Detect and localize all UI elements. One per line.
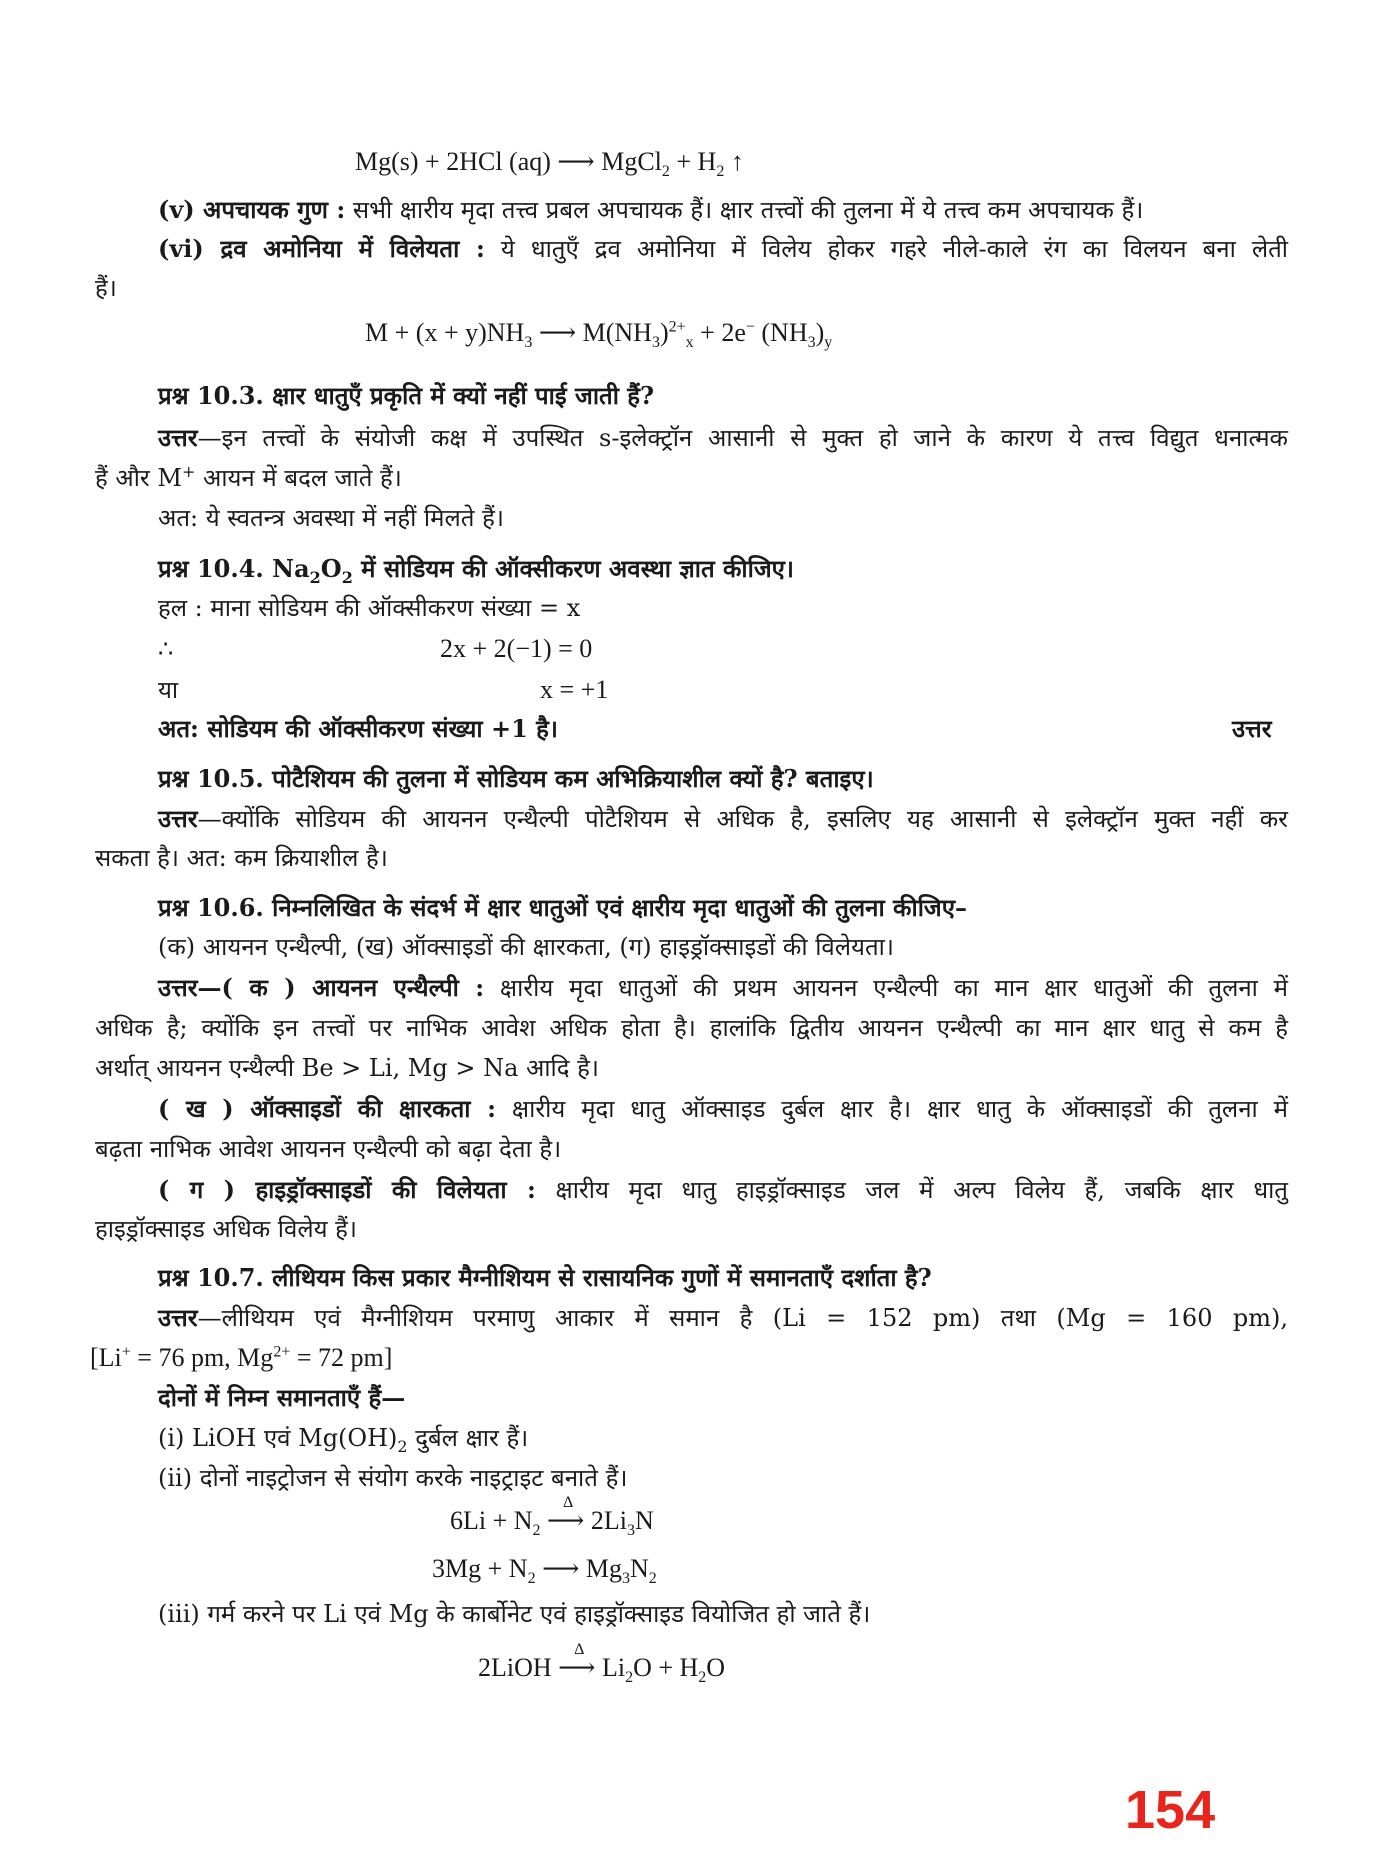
answer-10-7-line-1: उत्तर—लीथियम एवं मैग्नीशियम परमाणु आकार में समान है (Li = 152 pm) तथा (Mg = 160 pm), bbox=[158, 1303, 1288, 1332]
answer-10-6-a-line-1: उत्तर—( क ) आयनन एन्थैल्पी : क्षारीय मृदा धातुओं की प्रथम आयनन एन्थैल्पी का मान क्षार धातुओं की तुलना में bbox=[158, 973, 1288, 1002]
question-10-5: प्रश्न 10.5. पोटैशियम की तुलना में सोडियम कम अभिक्रियाशील क्यों है? बताइए। bbox=[158, 764, 874, 793]
similarity-i: (i) LiOH एवं $Mg(OH)_2$ दुर्बल क्षार हैं। bbox=[158, 1424, 529, 1456]
equation-oxidation-b: x = +1 bbox=[540, 675, 609, 704]
property-v: (v) अपचायक गुण : सभी क्षारीय मृदा तत्त्व प्रबल अपचायक हैं। क्षार तत्त्वों की तुलना में ये तत्त्व कम अपचायक हैं। bbox=[158, 195, 1144, 224]
similarities-heading: दोनों में निम्न समानताएँ हैं— bbox=[158, 1383, 406, 1412]
answer-10-6-b-line-1: ( ख ) ऑक्साइडों की क्षारकता : क्षारीय मृदा धातु ऑक्साइड दुर्बल क्षार है। क्षार धातु के ऑक्साइडों की तुलना में bbox=[158, 1094, 1288, 1123]
answer-10-3-line-3: अत: ये स्वतन्त्र अवस्था में नहीं मिलते हैं। bbox=[158, 504, 504, 532]
question-10-6: प्रश्न 10.6. निम्नलिखित के संदर्भ में क्षार धातुओं एवं क्षारीय मृदा धातुओं की तुलना कीजिए– bbox=[158, 893, 967, 922]
question-10-3: प्रश्न 10.3. क्षार धातुएँ प्रकृति में क्यों नहीं पाई जाती हैं? bbox=[158, 381, 655, 410]
answer-10-3-line-2: हैं और M+ आयन में बदल जाते हैं। bbox=[95, 462, 402, 492]
conclusion-10-4: अत: सोडियम की ऑक्सीकरण संख्या +1 है। bbox=[158, 714, 558, 743]
similarity-ii: (ii) दोनों नाइट्रोजन से संयोग करके नाइट्राइट बनाते हैं। bbox=[158, 1464, 628, 1492]
equation-ammonia: $M + (x + y)NH_3$ ⟶ $M(NH_3)^{2+}_x + 2e^-$ $(NH_3)_y$ bbox=[365, 318, 833, 352]
heat-delta-1: Δ bbox=[563, 1494, 574, 1511]
heat-delta-2: Δ bbox=[574, 1641, 585, 1658]
answer-10-5-line-2: सकता है। अत: कम क्रियाशील है। bbox=[95, 844, 388, 872]
question-10-7: प्रश्न 10.7. लीथियम किस प्रकार मैग्नीशियम से रासायनिक गुणों में समानताएँ दर्शाता है? bbox=[158, 1263, 932, 1292]
answer-10-6-a-line-2: अधिक है; क्योंकि इन तत्त्वों पर नाभिक आवेश अधिक होता है। हालांकि द्वितीय आयनन एन्थैल्पी का मान क्षार धातु से कम है bbox=[95, 1014, 1288, 1042]
answer-tag: उत्तर bbox=[1232, 714, 1272, 743]
answer-10-6-a-line-3: अर्थात् आयनन एन्थैल्पी Be > Li, Mg > Na आदि है। bbox=[95, 1054, 599, 1082]
equation-mg-hcl: Mg(s) + 2HCl (aq) ⟶ MgCl$_2$ + $H_2$ ↑ bbox=[355, 147, 744, 181]
answer-10-6-c-line-1: ( ग ) हाइड्रॉक्साइडों की विलेयता : क्षारीय मृदा धातु हाइड्रॉक्साइड जल में अल्प विलेय हैं, जबकि क्षार धातु bbox=[158, 1175, 1288, 1204]
question-10-6-subparts: (क) आयनन एन्थैल्पी, (ख) ऑक्साइडों की क्षारकता, (ग) हाइड्रॉक्साइडों की विलेयता। bbox=[158, 933, 894, 961]
similarity-iii: (iii) गर्म करने पर Li एवं Mg के कार्बोनेट एवं हाइड्रॉक्साइड वियोजित हो जाते हैं। bbox=[158, 1600, 871, 1628]
reaction-mg-n2: $3Mg + N_2$ ⟶ $Mg_3N_2$ bbox=[432, 1554, 657, 1588]
or-label: या bbox=[158, 676, 179, 704]
answer-10-3-line-1: उत्तर—इन तत्त्वों के संयोजी कक्ष में उपस्थित s-इलेक्ट्रॉन आसानी से मुक्त हो जाने के कारण ये तत्त्व विद्युत धनात्मक bbox=[158, 423, 1288, 452]
question-10-4: प्रश्न 10.4. $Na_2O_2$ में सोडियम की ऑक्सीकरण अवस्था ज्ञात कीजिए। bbox=[158, 554, 795, 587]
solution-10-4: हल : माना सोडियम की ऑक्सीकरण संख्या = x bbox=[158, 594, 581, 622]
equation-oxidation-a: 2x + 2(−1) = 0 bbox=[440, 634, 593, 663]
reaction-li-n2: $6Li + N_2$ Δ ⟶ $2Li_3N$ bbox=[450, 1505, 654, 1537]
page-number: 154 bbox=[1125, 1780, 1216, 1840]
property-vi: (vi) द्रव अमोनिया में विलेयता : ये धातुएँ द्रव अमोनिया में विलेय होकर गहरे नीले-काले रंग का विलयन बना लेती bbox=[158, 234, 1288, 263]
answer-10-7-line-2: [Li+ = 76 pm, $Mg^{2+} = 72$ pm] bbox=[90, 1343, 393, 1372]
reaction-lioh: 2LiOH Δ ⟶ $Li_2O + H_2O$ bbox=[478, 1652, 725, 1684]
therefore-symbol: ∴ bbox=[158, 635, 174, 663]
answer-10-6-c-line-2: हाइड्रॉक्साइड अधिक विलेय हैं। bbox=[95, 1215, 358, 1243]
property-vi-continued: हैं। bbox=[95, 274, 117, 302]
answer-10-5-line-1: उत्तर—क्योंकि सोडियम की आयनन एन्थैल्पी पोटैशियम से अधिक है, इसलिए यह आसानी से इलेक्ट्रॉन मुक्त नहीं कर bbox=[158, 804, 1288, 833]
answer-10-6-b-line-2: बढ़ता नाभिक आवेश आयनन एन्थैल्पी को बढ़ा देता है। bbox=[95, 1135, 562, 1163]
